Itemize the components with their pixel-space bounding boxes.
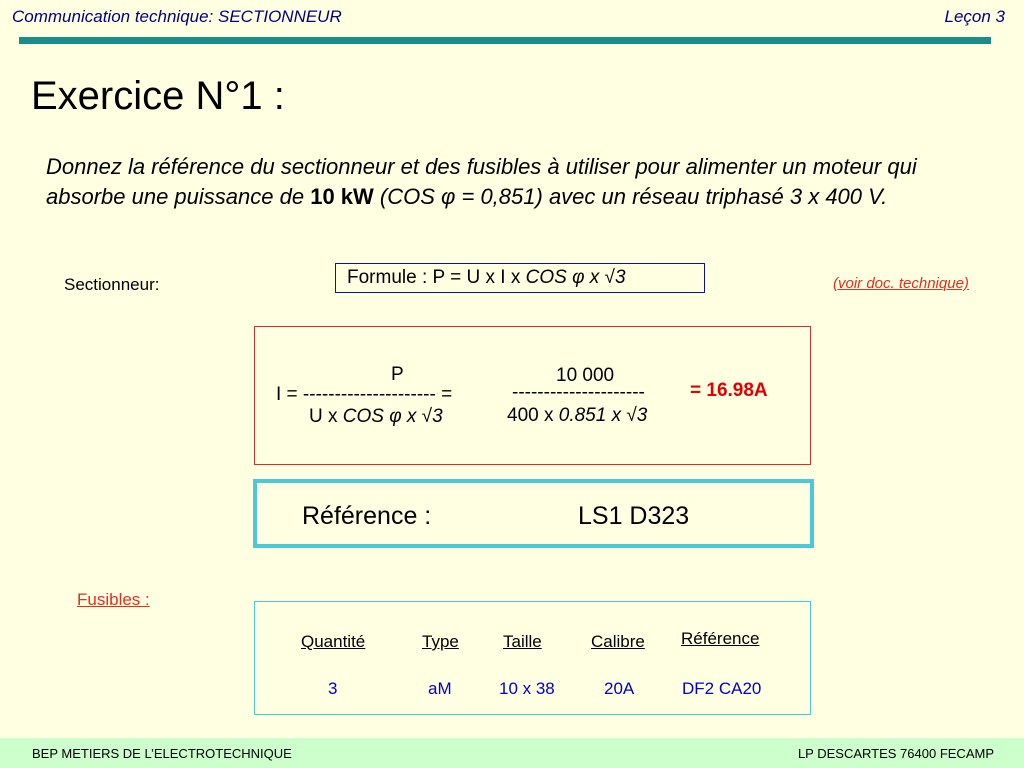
statement-part1: Donnez la référence du sectionneur et des fusibles à utiliser pour alimenter un moteur qui absorbe une puissance de bbox=[46, 154, 917, 209]
header-taille: Taille bbox=[503, 632, 542, 651]
header-title: Communication technique: SECTIONNEUR bbox=[12, 7, 342, 26]
cell-quantite: 3 bbox=[328, 679, 338, 698]
header-quantite: Quantité bbox=[301, 632, 366, 651]
voir-doc-link[interactable]: (voir doc. technique) bbox=[833, 275, 969, 292]
calc-result: = 16.98A bbox=[690, 380, 768, 401]
reference-label: Référence : bbox=[302, 502, 432, 530]
statement-power: 10 kW bbox=[310, 184, 374, 209]
header-type: Type bbox=[422, 632, 459, 651]
statement-part2: (COS φ = 0,851) avec un réseau triphasé 3 x 400 V. bbox=[373, 184, 888, 209]
exercise-statement bbox=[46, 152, 966, 212]
calc-numerator: P bbox=[391, 364, 404, 385]
header-rule bbox=[19, 37, 991, 44]
formula-italic: COS φ x √3 bbox=[525, 267, 626, 288]
cell-reference: DF2 CA20 bbox=[682, 679, 762, 698]
fusibles-label: Fusibles : bbox=[77, 590, 150, 609]
reference-value: LS1 D323 bbox=[578, 502, 690, 530]
cell-calibre: 20A bbox=[604, 679, 635, 698]
calc-denom-italic: COS φ x √3 bbox=[342, 406, 443, 427]
calc-num-value: 10 000 bbox=[556, 365, 615, 386]
footer-right: LP DESCARTES 76400 FECAMP bbox=[797, 746, 994, 761]
calc-dash-line: --------------------- bbox=[512, 382, 645, 403]
lesson-number: Leçon 3 bbox=[944, 7, 1005, 26]
header-reference: Référence bbox=[681, 629, 760, 648]
calc-denom-value bbox=[507, 405, 647, 427]
calc-denominator bbox=[309, 406, 443, 428]
calc-denom-value-prefix: 400 x bbox=[507, 405, 559, 426]
cell-type: aM bbox=[428, 679, 452, 698]
calc-fraction-line: I = --------------------- = bbox=[276, 384, 453, 405]
formula-box bbox=[335, 263, 705, 293]
calc-denom-prefix: U x bbox=[309, 406, 343, 427]
cell-taille: 10 x 38 bbox=[499, 679, 555, 698]
formula-text bbox=[347, 267, 626, 289]
footer-left: BEP METIERS DE L’ELECTROTECHNIQUE bbox=[32, 746, 292, 761]
formula-prefix: Formule : P = U x I x bbox=[347, 267, 526, 288]
calc-denom-value-italic: 0.851 x √3 bbox=[558, 405, 648, 426]
slide-title: Exercice N°1 : bbox=[31, 74, 285, 118]
header-calibre: Calibre bbox=[591, 632, 645, 651]
sectionneur-label: Sectionneur: bbox=[64, 275, 160, 294]
